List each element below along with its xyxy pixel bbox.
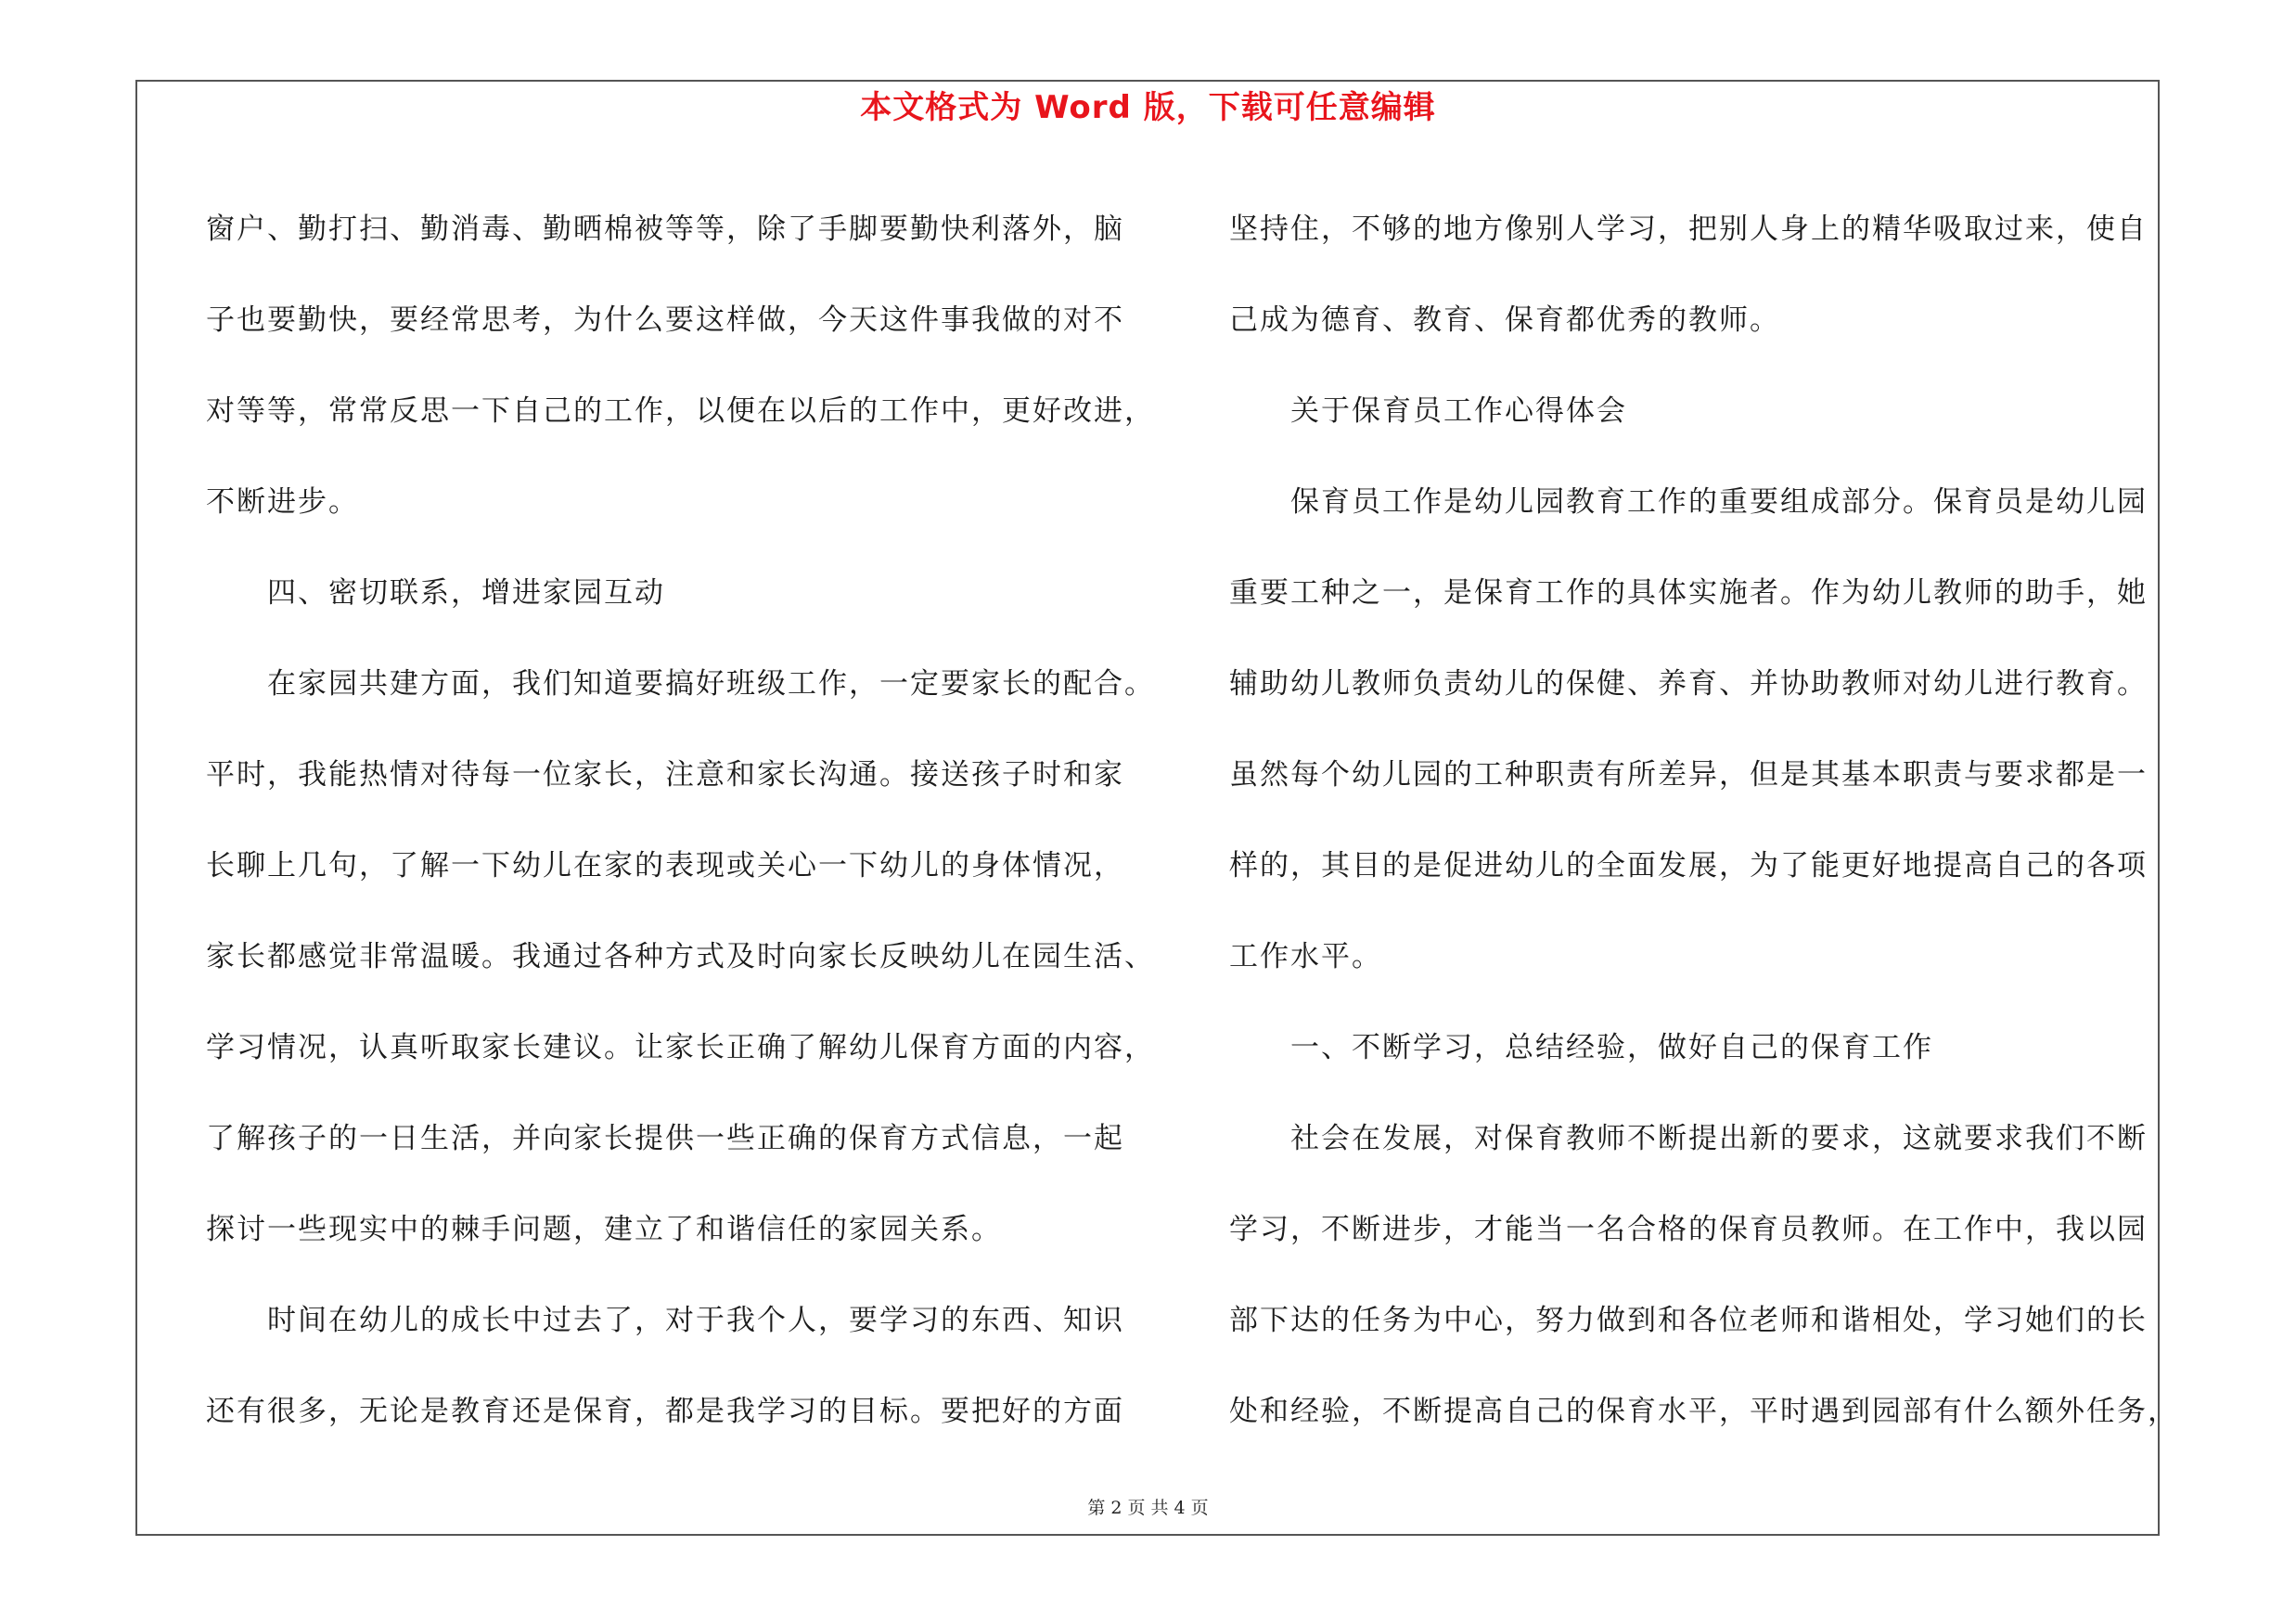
left-text-line: 学习情况，认真听取家长建议。让家长正确了解幼儿保育方面的内容，	[206, 1031, 1155, 1064]
right-text-line: 工作水平。	[1229, 940, 1382, 973]
left-text-line: 了解孩子的一日生活，并向家长提供一些正确的保育方式信息，一起	[206, 1122, 1124, 1155]
right-text-line: 虽然每个幼儿园的工种职责有所差异，但是其基本职责与要求都是一	[1229, 758, 2148, 792]
format-banner: 本文格式为 Word 版，下载可任意编辑	[860, 89, 1436, 126]
right-text-column	[1229, 184, 2178, 1457]
left-text-line: 窗户、勤打扫、勤消毒、勤晒棉被等等，除了手脚要勤快利落外，脑	[206, 213, 1124, 246]
right-text-line: 坚持住，不够的地方像别人学习，把别人身上的精华吸取过来，使自	[1229, 213, 2148, 246]
left-text-line: 时间在幼儿的成长中过去了，对于我个人，要学习的东西、知识	[267, 1304, 1124, 1337]
left-text-line: 四、密切联系，增进家园互动	[267, 576, 665, 610]
right-text-line: 社会在发展，对保育教师不断提出新的要求，这就要求我们不断	[1290, 1122, 2148, 1155]
right-text-line: 一、不断学习，总结经验，做好自己的保育工作	[1290, 1031, 1933, 1064]
page-number-footer: 第 2 页 共 4 页	[1087, 1498, 1209, 1518]
left-text-line: 在家园共建方面，我们知道要搞好班级工作，一定要家长的配合。	[267, 667, 1155, 701]
left-text-line: 不断进步。	[206, 485, 359, 519]
right-text-line: 重要工种之一，是保育工作的具体实施者。作为幼儿教师的助手，她	[1229, 576, 2148, 610]
right-text-line: 学习，不断进步，才能当一名合格的保育员教师。在工作中，我以园	[1229, 1213, 2148, 1246]
left-text-line: 探讨一些现实中的棘手问题，建立了和谐信任的家园关系。	[206, 1213, 1002, 1246]
right-text-line: 保育员工作是幼儿园教育工作的重要组成部分。保育员是幼儿园	[1290, 485, 2148, 519]
left-text-line: 子也要勤快，要经常思考，为什么要这样做，今天这件事我做的对不	[206, 303, 1124, 337]
left-text-line: 家长都感觉非常温暖。我通过各种方式及时向家长反映幼儿在园生活、	[206, 940, 1155, 973]
right-text-line: 样的，其目的是促进幼儿的全面发展，为了能更好地提高自己的各项	[1229, 849, 2148, 882]
right-text-line: 部下达的任务为中心，努力做到和各位老师和谐相处，学习她们的长	[1229, 1304, 2148, 1337]
left-text-line: 还有很多，无论是教育还是保育，都是我学习的目标。要把好的方面	[206, 1395, 1124, 1428]
left-text-line: 长聊上几句，了解一下幼儿在家的表现或关心一下幼儿的身体情况，	[206, 849, 1124, 882]
right-text-line: 关于保育员工作心得体会	[1290, 394, 1627, 428]
left-text-line: 对等等，常常反思一下自己的工作，以便在以后的工作中，更好改进，	[206, 394, 1155, 428]
left-text-line: 平时，我能热情对待每一位家长，注意和家长沟通。接送孩子时和家	[206, 758, 1124, 792]
right-text-line: 辅助幼儿教师负责幼儿的保健、养育、并协助教师对幼儿进行教育。	[1229, 667, 2148, 701]
right-text-line: 己成为德育、教育、保育都优秀的教师。	[1229, 303, 1780, 337]
left-text-column	[206, 184, 1155, 1457]
right-text-line: 处和经验，不断提高自己的保育水平，平时遇到园部有什么额外任务，	[1229, 1395, 2178, 1428]
